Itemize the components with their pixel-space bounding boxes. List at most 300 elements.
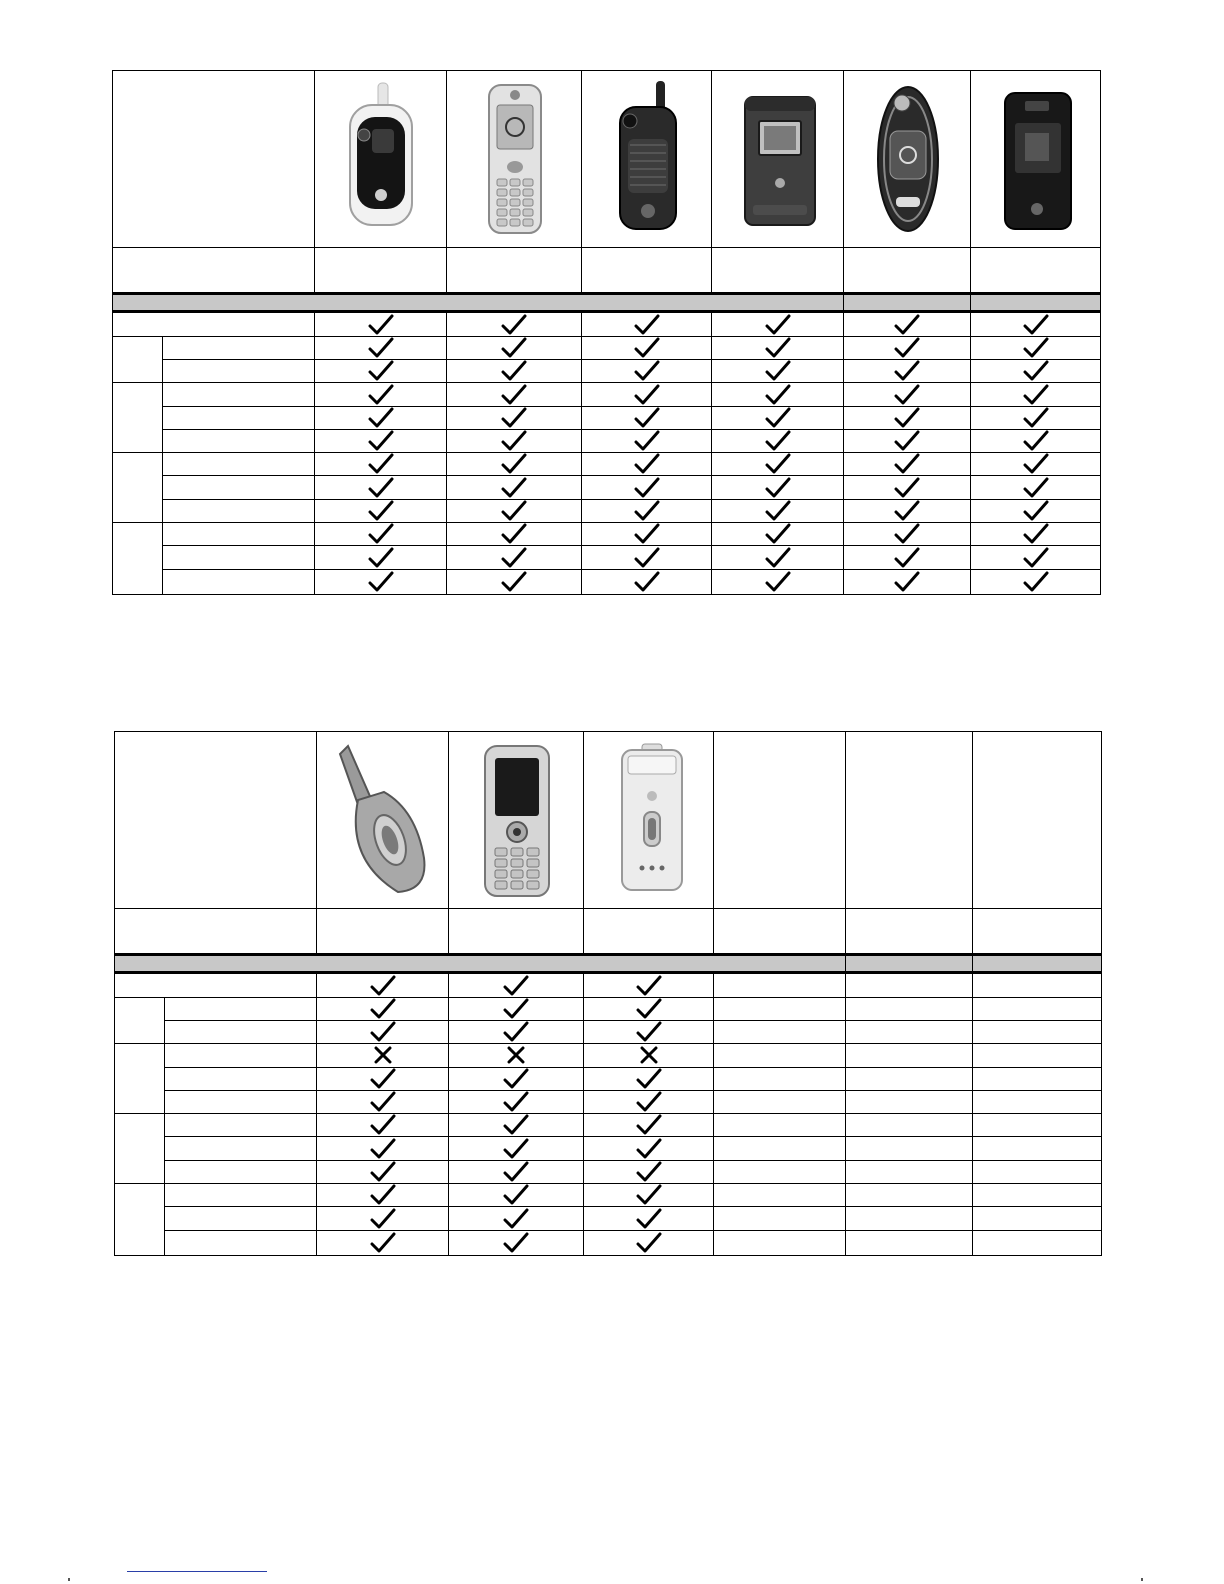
compat-cell <box>846 1137 973 1161</box>
section-header-row <box>113 294 1101 312</box>
compat-cell <box>973 1044 1102 1068</box>
check-icon <box>370 1068 396 1090</box>
table-row <box>113 360 1101 383</box>
feature-label-cell <box>163 360 315 383</box>
compat-cell <box>973 1137 1102 1161</box>
phone-image-cell-5 <box>846 732 973 909</box>
check-icon <box>1023 571 1049 593</box>
feature-label-cell <box>163 407 315 430</box>
model-name-cell <box>584 909 714 955</box>
compat-cell <box>317 973 449 998</box>
check-icon <box>636 1091 662 1113</box>
check-icon <box>636 1114 662 1136</box>
compat-cell <box>582 312 712 337</box>
compat-cell <box>447 383 582 407</box>
compat-cell <box>315 312 447 337</box>
compat-cell <box>584 1114 714 1137</box>
compat-cell <box>582 430 712 453</box>
compat-cell <box>449 1161 584 1184</box>
check-icon <box>634 453 660 475</box>
table-row <box>113 523 1101 546</box>
phone-image <box>459 79 569 239</box>
compat-cell <box>844 430 971 453</box>
compat-cell <box>449 1091 584 1114</box>
table-row <box>115 1207 1102 1231</box>
check-icon <box>370 1091 396 1113</box>
phone-image-cell-1 <box>315 71 447 248</box>
check-icon <box>501 337 527 359</box>
feature-group-cell <box>113 337 163 383</box>
phone-image-cell-4 <box>712 71 844 248</box>
check-icon <box>368 500 394 522</box>
feature-label-cell <box>165 1161 317 1184</box>
compat-cell <box>712 407 844 430</box>
feature-label-cell <box>163 476 315 500</box>
corner-cell <box>115 732 317 909</box>
feature-group-cell <box>115 1184 165 1256</box>
compat-cell <box>449 1207 584 1231</box>
section-header-row <box>115 955 1102 973</box>
compat-cell <box>315 523 447 546</box>
compat-cell <box>714 1021 846 1044</box>
phone-image-cell-6 <box>973 732 1102 909</box>
check-icon <box>1023 314 1049 336</box>
compat-cell <box>584 1184 714 1207</box>
feature-label-cell <box>163 453 315 476</box>
compat-cell <box>582 570 712 595</box>
compat-cell <box>846 1044 973 1068</box>
table-row <box>115 1137 1102 1161</box>
compat-cell <box>449 973 584 998</box>
compat-cell <box>315 570 447 595</box>
check-icon <box>634 523 660 545</box>
table-row <box>113 476 1101 500</box>
check-icon <box>1023 337 1049 359</box>
compat-cell <box>846 1207 973 1231</box>
compat-cell <box>449 1137 584 1161</box>
compat-cell <box>712 383 844 407</box>
compat-cell <box>712 500 844 523</box>
check-icon <box>368 547 394 569</box>
check-icon <box>501 314 527 336</box>
model-name-cell <box>844 248 971 294</box>
compat-cell <box>447 523 582 546</box>
compat-cell <box>317 998 449 1021</box>
check-icon <box>1023 407 1049 429</box>
compat-cell <box>449 1044 584 1068</box>
phone-image-cell-3 <box>582 71 712 248</box>
compat-cell <box>973 1184 1102 1207</box>
model-name-cell <box>317 909 449 955</box>
compat-cell <box>582 407 712 430</box>
check-icon <box>894 314 920 336</box>
check-icon <box>1023 477 1049 499</box>
compat-cell <box>315 546 447 570</box>
compat-cell <box>714 1231 846 1256</box>
table-row <box>115 1231 1102 1256</box>
check-icon <box>503 1091 529 1113</box>
section-header-cell <box>113 294 844 312</box>
compat-cell <box>714 1161 846 1184</box>
feature-label-cell <box>165 1021 317 1044</box>
compat-cell <box>714 1184 846 1207</box>
feature-group-cell <box>113 523 163 595</box>
check-icon <box>636 975 662 997</box>
check-icon <box>765 360 791 382</box>
check-icon <box>765 523 791 545</box>
check-icon <box>501 384 527 406</box>
compat-cell <box>317 1021 449 1044</box>
compat-cell <box>315 476 447 500</box>
compat-cell <box>449 1114 584 1137</box>
compat-cell <box>712 546 844 570</box>
compat-cell <box>971 312 1101 337</box>
compat-cell <box>447 407 582 430</box>
compat-cell <box>846 1161 973 1184</box>
cross-icon <box>640 1046 658 1064</box>
feature-group-cell <box>113 453 163 523</box>
check-icon <box>634 477 660 499</box>
feature-label-cell <box>165 1091 317 1114</box>
feature-label-cell <box>115 973 317 998</box>
table-row <box>113 383 1101 407</box>
check-icon <box>765 477 791 499</box>
feature-label-cell <box>163 500 315 523</box>
table-row <box>115 998 1102 1021</box>
check-icon <box>894 477 920 499</box>
compat-cell <box>315 407 447 430</box>
table-row <box>115 1184 1102 1207</box>
check-icon <box>368 571 394 593</box>
check-icon <box>503 1232 529 1254</box>
check-icon <box>894 547 920 569</box>
compat-cell <box>973 1021 1102 1044</box>
table-row <box>115 1161 1102 1184</box>
compat-cell <box>844 337 971 360</box>
check-icon <box>503 1161 529 1183</box>
compat-cell <box>714 1068 846 1091</box>
check-icon <box>1023 547 1049 569</box>
check-icon <box>368 360 394 382</box>
compat-cell <box>582 476 712 500</box>
check-icon <box>503 1021 529 1043</box>
feature-label-cell <box>113 312 315 337</box>
section-header-cell <box>115 955 846 973</box>
compat-cell <box>971 407 1101 430</box>
check-icon <box>765 500 791 522</box>
feature-label-cell <box>165 1184 317 1207</box>
compat-cell <box>971 430 1101 453</box>
compat-cell <box>317 1231 449 1256</box>
compat-cell <box>584 1068 714 1091</box>
compat-cell <box>712 337 844 360</box>
compat-cell <box>846 1184 973 1207</box>
table-row <box>115 973 1102 998</box>
compat-cell <box>846 1091 973 1114</box>
table-row <box>113 500 1101 523</box>
compat-cell <box>582 453 712 476</box>
check-icon <box>501 500 527 522</box>
compat-cell <box>584 1044 714 1068</box>
compat-cell <box>317 1161 449 1184</box>
check-icon <box>368 453 394 475</box>
compat-cell <box>844 383 971 407</box>
check-icon <box>636 1138 662 1160</box>
compat-cell <box>712 312 844 337</box>
compat-cell <box>712 570 844 595</box>
compat-cell <box>844 476 971 500</box>
compat-cell <box>846 1114 973 1137</box>
check-icon <box>370 1208 396 1230</box>
phone-image-cell-2 <box>447 71 582 248</box>
check-icon <box>634 314 660 336</box>
corner-cell <box>113 71 315 248</box>
check-icon <box>634 430 660 452</box>
compat-cell <box>712 453 844 476</box>
footer-mark-right <box>1141 1578 1143 1581</box>
compatibility-table-1 <box>112 70 1101 595</box>
check-icon <box>370 975 396 997</box>
check-icon <box>501 477 527 499</box>
check-icon <box>894 430 920 452</box>
section-header-cell <box>844 294 971 312</box>
check-icon <box>368 384 394 406</box>
table-row <box>115 1068 1102 1091</box>
check-icon <box>634 360 660 382</box>
check-icon <box>765 337 791 359</box>
table-row <box>115 1044 1102 1068</box>
model-name-cell <box>315 248 447 294</box>
compat-cell <box>582 337 712 360</box>
compat-cell <box>449 1184 584 1207</box>
compat-cell <box>844 523 971 546</box>
model-name-row <box>113 248 1101 294</box>
compat-cell <box>447 360 582 383</box>
compat-cell <box>844 453 971 476</box>
check-icon <box>503 1208 529 1230</box>
check-icon <box>634 571 660 593</box>
compat-cell <box>844 500 971 523</box>
compat-cell <box>315 337 447 360</box>
compat-cell <box>582 360 712 383</box>
check-icon <box>634 407 660 429</box>
check-icon <box>894 453 920 475</box>
phone-image-cell-5 <box>844 71 971 248</box>
check-icon <box>370 1138 396 1160</box>
check-icon <box>368 407 394 429</box>
phone-image-cell-1 <box>317 732 449 909</box>
check-icon <box>634 337 660 359</box>
phone-image-row <box>113 71 1101 248</box>
compat-cell <box>317 1044 449 1068</box>
cross-icon <box>374 1046 392 1064</box>
compat-cell <box>714 998 846 1021</box>
compat-cell <box>846 1021 973 1044</box>
check-icon <box>503 1068 529 1090</box>
feature-label-cell <box>163 570 315 595</box>
compat-cell <box>973 1231 1102 1256</box>
compat-cell <box>449 998 584 1021</box>
feature-label-cell <box>165 998 317 1021</box>
compat-cell <box>714 1207 846 1231</box>
table-row <box>115 1114 1102 1137</box>
feature-label-cell <box>163 546 315 570</box>
table-row <box>113 337 1101 360</box>
check-icon <box>636 1021 662 1043</box>
phone-image <box>594 740 704 900</box>
compat-cell <box>714 973 846 998</box>
compat-cell <box>582 500 712 523</box>
check-icon <box>894 360 920 382</box>
check-icon <box>894 407 920 429</box>
check-icon <box>501 523 527 545</box>
model-name-cell <box>582 248 712 294</box>
compat-cell <box>582 523 712 546</box>
compat-cell <box>584 1137 714 1161</box>
check-icon <box>1023 500 1049 522</box>
compat-cell <box>315 453 447 476</box>
compat-cell <box>973 1114 1102 1137</box>
model-name-cell <box>846 909 973 955</box>
compat-cell <box>844 407 971 430</box>
model-name-cell <box>971 248 1101 294</box>
model-label-cell <box>113 248 315 294</box>
compat-cell <box>317 1114 449 1137</box>
phone-image <box>461 740 571 900</box>
check-icon <box>894 500 920 522</box>
compat-cell <box>712 430 844 453</box>
compat-cell <box>315 360 447 383</box>
compat-cell <box>712 476 844 500</box>
compat-cell <box>846 1068 973 1091</box>
table-row <box>113 546 1101 570</box>
footer-mark-left <box>68 1578 70 1581</box>
check-icon <box>894 523 920 545</box>
table-row <box>115 1021 1102 1044</box>
compat-cell <box>844 312 971 337</box>
section-header-cell <box>846 955 973 973</box>
section-header-cell <box>971 294 1101 312</box>
feature-label-cell <box>165 1044 317 1068</box>
check-icon <box>636 1161 662 1183</box>
check-icon <box>1023 384 1049 406</box>
footer-link-underline[interactable] <box>127 1571 267 1572</box>
phone-image <box>592 79 702 239</box>
compat-cell <box>315 383 447 407</box>
compat-cell <box>447 570 582 595</box>
check-icon <box>370 1184 396 1206</box>
compat-cell <box>846 998 973 1021</box>
feature-label-cell <box>165 1114 317 1137</box>
check-icon <box>1023 360 1049 382</box>
phone-image <box>328 740 438 900</box>
compat-cell <box>449 1068 584 1091</box>
check-icon <box>503 1184 529 1206</box>
compat-cell <box>971 570 1101 595</box>
check-icon <box>636 1184 662 1206</box>
compat-cell <box>317 1091 449 1114</box>
model-name-cell <box>447 248 582 294</box>
model-name-cell <box>449 909 584 955</box>
check-icon <box>765 453 791 475</box>
compat-cell <box>973 998 1102 1021</box>
phone-image-cell-4 <box>714 732 846 909</box>
table-row <box>113 312 1101 337</box>
check-icon <box>636 1068 662 1090</box>
phone-image-row <box>115 732 1102 909</box>
compat-cell <box>712 360 844 383</box>
compat-cell <box>447 453 582 476</box>
compat-cell <box>971 453 1101 476</box>
check-icon <box>368 523 394 545</box>
check-icon <box>765 384 791 406</box>
compat-cell <box>447 546 582 570</box>
check-icon <box>370 1114 396 1136</box>
check-icon <box>894 571 920 593</box>
check-icon <box>501 547 527 569</box>
compat-cell <box>971 383 1101 407</box>
table-row <box>113 407 1101 430</box>
check-icon <box>634 500 660 522</box>
check-icon <box>1023 453 1049 475</box>
check-icon <box>503 1138 529 1160</box>
check-icon <box>1023 523 1049 545</box>
model-name-cell <box>712 248 844 294</box>
phone-image-cell-6 <box>971 71 1101 248</box>
feature-group-cell <box>113 383 163 453</box>
check-icon <box>501 360 527 382</box>
phone-image <box>326 79 436 239</box>
compat-cell <box>584 1091 714 1114</box>
model-name-cell <box>973 909 1102 955</box>
check-icon <box>636 998 662 1020</box>
check-icon <box>765 430 791 452</box>
compat-cell <box>714 1137 846 1161</box>
phone-image <box>723 79 833 239</box>
check-icon <box>1023 430 1049 452</box>
compat-cell <box>449 1231 584 1256</box>
compat-cell <box>584 1231 714 1256</box>
check-icon <box>370 1021 396 1043</box>
check-icon <box>634 384 660 406</box>
compat-cell <box>584 973 714 998</box>
check-icon <box>765 547 791 569</box>
check-icon <box>634 547 660 569</box>
phone-image <box>981 79 1091 239</box>
feature-label-cell <box>163 523 315 546</box>
compat-cell <box>582 546 712 570</box>
check-icon <box>765 571 791 593</box>
check-icon <box>501 407 527 429</box>
compat-cell <box>584 998 714 1021</box>
compat-cell <box>844 360 971 383</box>
compat-cell <box>971 500 1101 523</box>
phone-image-cell-3 <box>584 732 714 909</box>
table-body <box>115 732 1102 1256</box>
check-icon <box>368 314 394 336</box>
check-icon <box>765 314 791 336</box>
check-icon <box>368 477 394 499</box>
compat-cell <box>317 1068 449 1091</box>
compat-cell <box>846 1231 973 1256</box>
compat-cell <box>973 1207 1102 1231</box>
phone-image-cell-2 <box>449 732 584 909</box>
compat-cell <box>971 546 1101 570</box>
compat-cell <box>449 1021 584 1044</box>
check-icon <box>501 453 527 475</box>
compat-cell <box>317 1184 449 1207</box>
compat-cell <box>973 973 1102 998</box>
